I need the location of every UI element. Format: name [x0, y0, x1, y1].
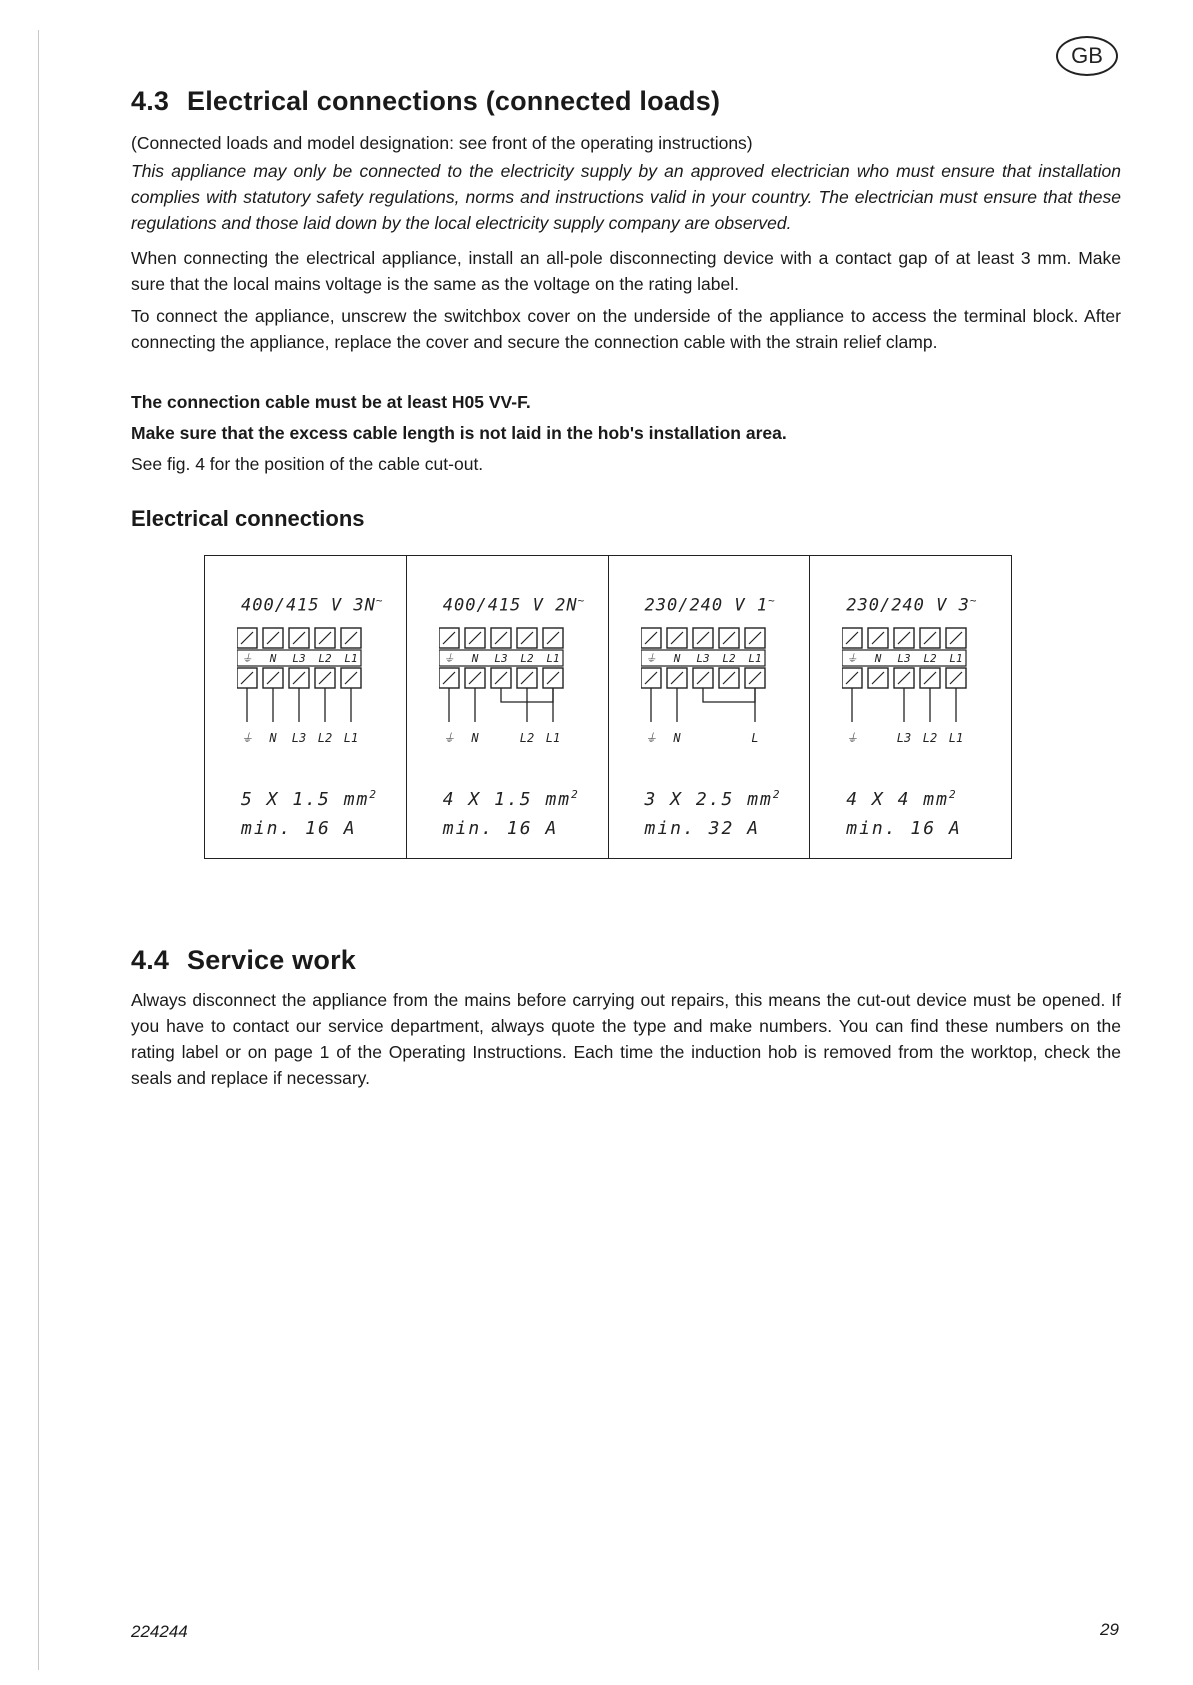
connection-cell [205, 556, 407, 858]
wire-label: ⏚ [442, 731, 455, 745]
screw-slot [469, 632, 481, 644]
cable-size: 5 X 1.5 $mm^2$ [241, 788, 378, 810]
terminal-label: L3 [695, 652, 710, 665]
language-badge: GB [1056, 36, 1118, 76]
voltage-label: 230/240 V 1~ [644, 594, 776, 616]
terminal-label: N [874, 652, 882, 665]
screw-slot [671, 672, 683, 684]
screw-slot [645, 672, 657, 684]
screw-slot [495, 632, 507, 644]
disconnect-paragraph: When connecting the electrical appliance, install an all-pole disconnecting device with a contact gap of at least 3 mm. Make sure that the local mains voltage is the same as the voltage on the rating label. [131, 248, 1121, 294]
wire-label: N [269, 731, 277, 745]
terminal-label: L2 [318, 652, 332, 665]
terminal-block-paragraph: To connect the appliance, unscrew the switchbox cover on the underside of the appliance to access the terminal block. After connecting the appliance, replace the cover and secure the connection cable with the strain relief clamp. [131, 306, 1121, 352]
section-number: 4.3 [131, 86, 170, 116]
wire-label: ⏚ [644, 731, 657, 745]
screw-slot [697, 672, 709, 684]
service-work-paragraph: Always disconnect the appliance from the mains before carrying out repairs, this means the cut-out device must be opened. If you have to contact our service department, always quote the type and make numbers. You can find these numbers on the rating label or on page 1 of the Operating Instructions. Each time the induction hob is removed from the worktop, check the seals and replace if necessary. [131, 990, 1121, 1088]
intro-paragraph: (Connected loads and model designation: see front of the operating instructions) [131, 133, 753, 153]
screw-slot [345, 672, 357, 684]
screw-slot [241, 672, 253, 684]
screw-slot [872, 672, 884, 684]
section-title: Electrical connections (connected loads) [187, 86, 721, 116]
screw-slot [697, 632, 709, 644]
screw-slot [521, 632, 533, 644]
terminal-label: ⏚ [645, 652, 656, 665]
fuse-rating: min. 16 A [442, 818, 559, 839]
terminal-label: L1 [546, 652, 560, 665]
page-number: 29 [1100, 1620, 1119, 1639]
wire-label: L1 [545, 731, 560, 745]
fuse-rating: min. 32 A [644, 818, 761, 839]
terminal-label: L2 [520, 652, 534, 665]
screw-slot [345, 632, 357, 644]
screw-slot [495, 672, 507, 684]
connection-cell [810, 556, 1011, 858]
voltage-label: 400/415 V 3N~ [241, 594, 384, 616]
terminal-label: L3 [897, 652, 911, 665]
screw-slot [241, 632, 253, 644]
cable-type-note: The connection cable must be at least H05 VV-F. [131, 392, 531, 412]
terminal-label: N [673, 652, 680, 665]
screw-slot [547, 632, 559, 644]
screw-slot [898, 672, 910, 684]
screw-slot [319, 672, 331, 684]
screw-slot [950, 632, 962, 644]
screw-slot [749, 632, 761, 644]
terminal-label: ⏚ [846, 652, 858, 665]
screw-slot [723, 632, 735, 644]
terminal-diagram [237, 626, 377, 746]
terminal-label: N [269, 652, 277, 665]
terminal-label: ⏚ [241, 652, 253, 665]
terminal-label: L2 [923, 652, 937, 665]
warning-paragraph: This appliance may only be connected to the electricity supply by an approved electrician who must ensure that installation complies with statutory safety regulations, norms and instructions valid in your country. The electrician must ensure that these regulations and those laid down by the local electricity supply company are observed. [131, 161, 1121, 233]
wire-label: N [672, 731, 681, 745]
terminal-bridge [703, 688, 755, 702]
document-number: 224244 [131, 1622, 188, 1641]
screw-slot [267, 632, 279, 644]
screw-slot [924, 672, 936, 684]
terminal-label: L1 [344, 652, 358, 665]
screw-slot [671, 632, 683, 644]
screw-slot [950, 672, 962, 684]
connections-table [204, 555, 1012, 859]
screw-slot [443, 672, 455, 684]
screw-slot [319, 632, 331, 644]
connection-cell [407, 556, 609, 858]
wire-label: L3 [291, 731, 307, 745]
voltage-label: 400/415 V 2N~ [442, 594, 586, 616]
voltage-label: 230/240 V 3~ [846, 594, 978, 616]
wire-label: L2 [923, 731, 938, 745]
fuse-rating: min. 16 A [846, 818, 962, 839]
screw-slot [521, 672, 533, 684]
screw-slot [267, 672, 279, 684]
cable-cutout-note: See fig. 4 for the position of the cable cut-out. [131, 454, 484, 474]
terminal-label: L3 [292, 652, 306, 665]
terminal-diagram [641, 626, 781, 746]
terminal-diagram [439, 626, 579, 746]
screw-slot [846, 632, 858, 644]
fuse-rating: min. 16 A [241, 818, 357, 839]
cable-size: 4 X 1.5 $mm^2$ [442, 788, 580, 810]
terminal-label: ⏚ [443, 652, 455, 665]
screw-slot [872, 632, 884, 644]
terminal-diagram [842, 626, 982, 746]
connection-cell [609, 556, 811, 858]
terminal-label: L3 [494, 652, 508, 665]
scan-edge-line [38, 30, 39, 1670]
excess-cable-note: Make sure that the excess cable length is not laid in the hob's installation area. [131, 423, 787, 443]
screw-slot [469, 672, 481, 684]
cable-size: 4 X 4 $mm^2$ [846, 788, 958, 810]
screw-slot [293, 672, 305, 684]
wire-label: N [471, 731, 479, 745]
wire-label: L2 [519, 731, 534, 745]
terminal-label: L1 [949, 652, 963, 665]
screw-slot [924, 632, 936, 644]
section-4-3-heading [131, 86, 720, 117]
screw-slot [443, 632, 455, 644]
screw-slot [645, 632, 657, 644]
wire-label: L [750, 731, 759, 745]
screw-slot [293, 632, 305, 644]
section-number: 4.4 [131, 945, 170, 975]
wire-label: ⏚ [240, 731, 254, 745]
section-4-4-heading [131, 945, 356, 976]
wire-label: L3 [897, 731, 912, 745]
terminal-label: L1 [747, 652, 762, 665]
wire-label: L1 [949, 731, 964, 745]
screw-slot [723, 672, 735, 684]
screw-slot [846, 672, 858, 684]
electrical-connections-heading: Electrical connections [131, 506, 365, 531]
wire-label: L1 [343, 731, 359, 745]
screw-slot [898, 632, 910, 644]
terminal-label: L2 [721, 652, 736, 665]
wire-label: L2 [317, 731, 333, 745]
screw-slot [749, 672, 761, 684]
wire-label: ⏚ [846, 731, 859, 745]
cable-size: 3 X 2.5 $mm^2$ [644, 788, 782, 810]
terminal-label: N [471, 652, 479, 665]
screw-slot [547, 672, 559, 684]
section-title: Service work [187, 945, 357, 975]
